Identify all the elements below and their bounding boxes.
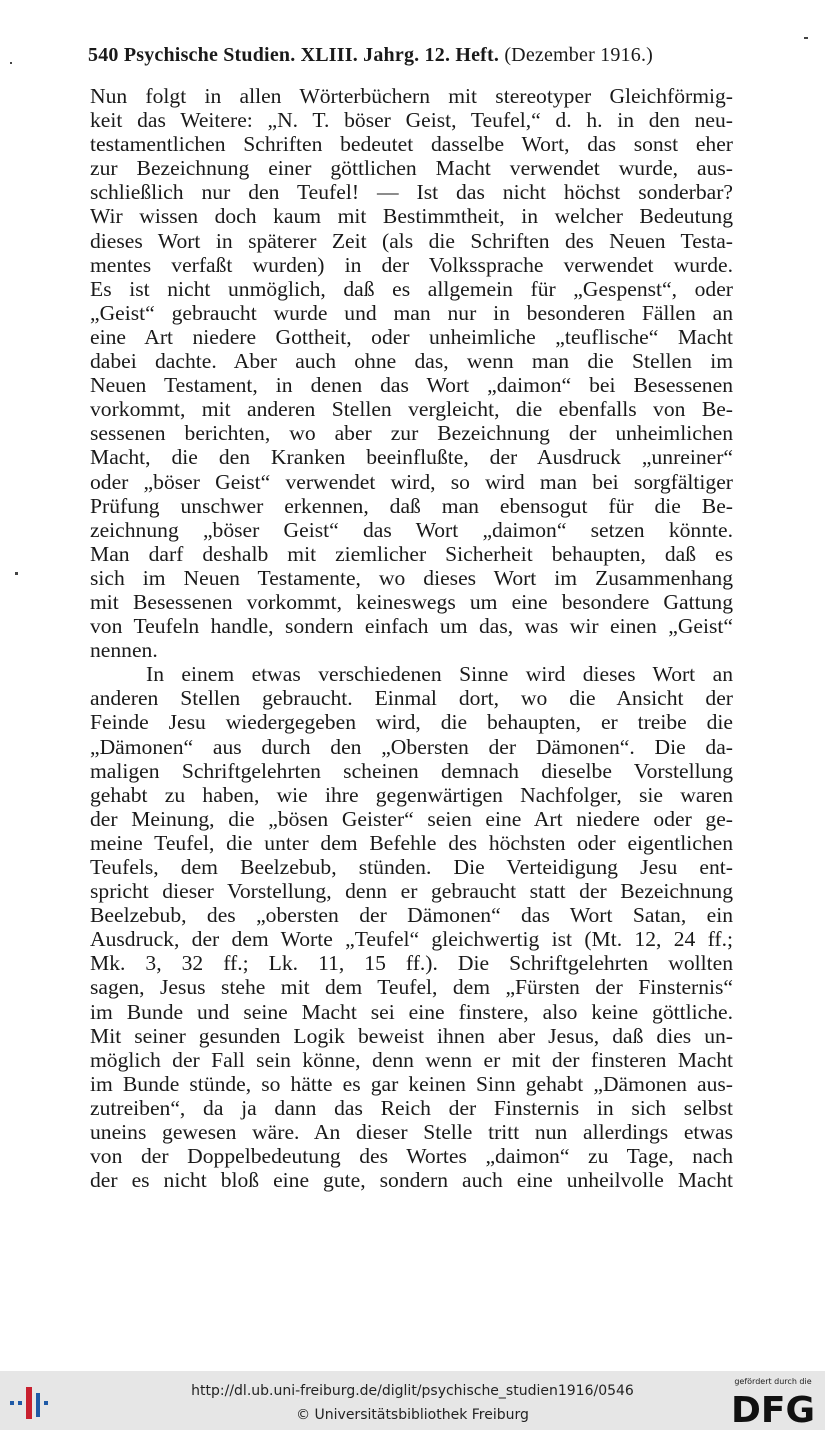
text-line: Man darf deshalb mit ziemlicher Sicherheit behaupten, daß es <box>90 541 733 566</box>
text-line: mit Besessenen vorkommt, keineswegs um eine besondere Gattung <box>90 589 733 614</box>
text-line: sessenen berichten, wo aber zur Bezeichnung der unheimlichen <box>90 421 733 446</box>
dfg-logo-text: DFG <box>730 1390 816 1425</box>
scan-speck <box>15 572 18 575</box>
text-line: gehabt zu haben, wie ihre gegenwärtigen Nachfolger, sie waren <box>90 782 733 807</box>
text-line: „Geist“ gebraucht wurde und man nur in besonderen Fällen an <box>90 300 733 325</box>
text-line: sich im Neuen Testamente, wo dieses Wort im Zusammenhang <box>90 565 733 590</box>
text-line: In einem etwas verschiedenen Sinne wird dieses Wort an <box>146 662 733 687</box>
text-line: schließlich nur den Teufel! — Ist das nicht höchst sonderbar? <box>90 180 733 205</box>
text-line: im Bunde und seine Macht sei eine finstere, also keine göttliche. <box>90 999 733 1024</box>
text-line: Mk. 3, 32 ff.; Lk. 11, 15 ff.). Die Schriftgelehrten wollten <box>90 951 733 976</box>
scan-speck <box>804 37 808 39</box>
journal-title: Psychische Studien. XLIII. Jahrg. 12. Heft. <box>123 44 500 66</box>
source-url-link[interactable]: http://dl.ub.uni-freiburg.de/diglit/psychische_studien1916/0546 <box>191 1383 634 1399</box>
text-line: Mit seiner gesunden Logik beweist ihnen aber Jesus, daß dies un- <box>90 1023 733 1048</box>
running-header <box>88 44 733 67</box>
text-line: im Bunde stünde, so hätte es gar keinen Sinn gehabt „Dämonen aus- <box>90 1071 733 1096</box>
text-line: dieses Wort in späterer Zeit (als die Schriften des Neuen Testa- <box>90 228 733 253</box>
text-line: zur Bezeichnung einer göttlichen Macht verwendet wurde, aus- <box>90 156 733 181</box>
text-line: nennen. <box>90 638 158 663</box>
text-line: uneins gewesen wäre. An dieser Stelle tritt nun allerdings etwas <box>90 1120 733 1145</box>
text-line: Macht, die den Kranken beeinflußte, der Ausdruck „unreiner“ <box>90 445 733 470</box>
text-line: Neuen Testament, in denen das Wort „daimon“ bei Besessenen <box>90 373 733 398</box>
text-line: vorkommt, mit anderen Stellen vergleicht, die ebenfalls von Be- <box>90 397 733 422</box>
text-line: Wir wissen doch kaum mit Bestimmtheit, in welcher Bedeutung <box>90 204 733 229</box>
text-line: der es nicht bloß eine gute, sondern auch eine unheilvolle Macht <box>90 1168 733 1193</box>
text-line: meine Teufel, die unter dem Befehle des höchsten oder eigentlichen <box>90 830 733 855</box>
dfg-caption: gefördert durch die <box>734 1377 812 1386</box>
text-line: zutreiben“, da ja dann das Reich der Finsternis in sich selbst <box>90 1095 733 1120</box>
text-line: maligen Schriftgelehrten scheinen demnach dieselbe Vorstellung <box>90 758 733 783</box>
text-line: Es ist nicht unmöglich, daß es allgemein für „Gespenst“, oder <box>90 276 733 301</box>
text-line: spricht dieser Vorstellung, denn er gebraucht statt der Bezeichnung <box>90 879 733 904</box>
scan-speck <box>10 62 12 64</box>
text-line: zeichnung „böser Geist“ das Wort „daimon“ setzen könnte. <box>90 517 733 542</box>
text-line: Teufels, dem Beelzebub, stünden. Die Verteidigung Jesu ent- <box>90 855 733 879</box>
text-line: mentes verfaßt wurden) in der Volkssprache verwendet wurde. <box>90 252 733 277</box>
body-text <box>90 84 733 1192</box>
text-line: anderen Stellen gebraucht. Einmal dort, wo die Ansicht der <box>90 686 733 711</box>
text-line: oder „böser Geist“ verwendet wird, so wird man bei sorgfältiger <box>90 469 733 494</box>
text-line: der Meinung, die „bösen Geister“ seien eine Art niedere oder ge- <box>90 806 733 831</box>
text-line: Nun folgt in allen Wörterbüchern mit stereotyper Gleichförmig- <box>90 84 733 108</box>
dfg-logo-icon <box>728 1389 818 1425</box>
text-line: keit das Weitere: „N. T. böser Geist, Teufel,“ d. h. in den neu- <box>90 108 733 133</box>
text-line: möglich der Fall sein könne, denn wenn er mit der finsteren Macht <box>90 1047 733 1072</box>
text-line: sagen, Jesus stehe mit dem Teufel, dem „Fürsten der Finsternis“ <box>90 975 733 1000</box>
dfg-badge <box>728 1377 818 1427</box>
text-line: Prüfung unschwer erkennen, daß man ebensogut für die Be- <box>90 493 733 518</box>
text-line: Ausdruck, der dem Worte „Teufel“ gleichwertig ist (Mt. 12, 24 ff.; <box>90 927 733 952</box>
footer-bar <box>0 1371 825 1430</box>
text-line: von der Doppelbedeutung des Wortes „daimon“ zu Tage, nach <box>90 1144 733 1169</box>
issue-date: (Dezember 1916.) <box>504 44 654 66</box>
text-line: dabei dachte. Aber auch ohne das, wenn man die Stellen im <box>90 349 733 374</box>
copyright-notice: © Universitätsbibliothek Freiburg <box>296 1407 529 1423</box>
text-line: „Dämonen“ aus durch den „Obersten der Dämonen“. Die da- <box>90 734 733 759</box>
page-number: 540 <box>88 44 119 66</box>
text-line: testamentlichen Schriften bedeutet dasselbe Wort, das sonst eher <box>90 132 733 157</box>
text-line: Beelzebub, des „obersten der Dämonen“ das Wort Satan, ein <box>90 903 733 928</box>
text-line: Feinde Jesu wiedergegeben wird, die behaupten, er treibe die <box>90 710 733 735</box>
text-line: von Teufeln handle, sondern einfach um das, was wir einen „Geist“ <box>90 614 733 639</box>
text-line: eine Art niedere Gottheit, oder unheimliche „teuflische“ Macht <box>90 324 733 349</box>
